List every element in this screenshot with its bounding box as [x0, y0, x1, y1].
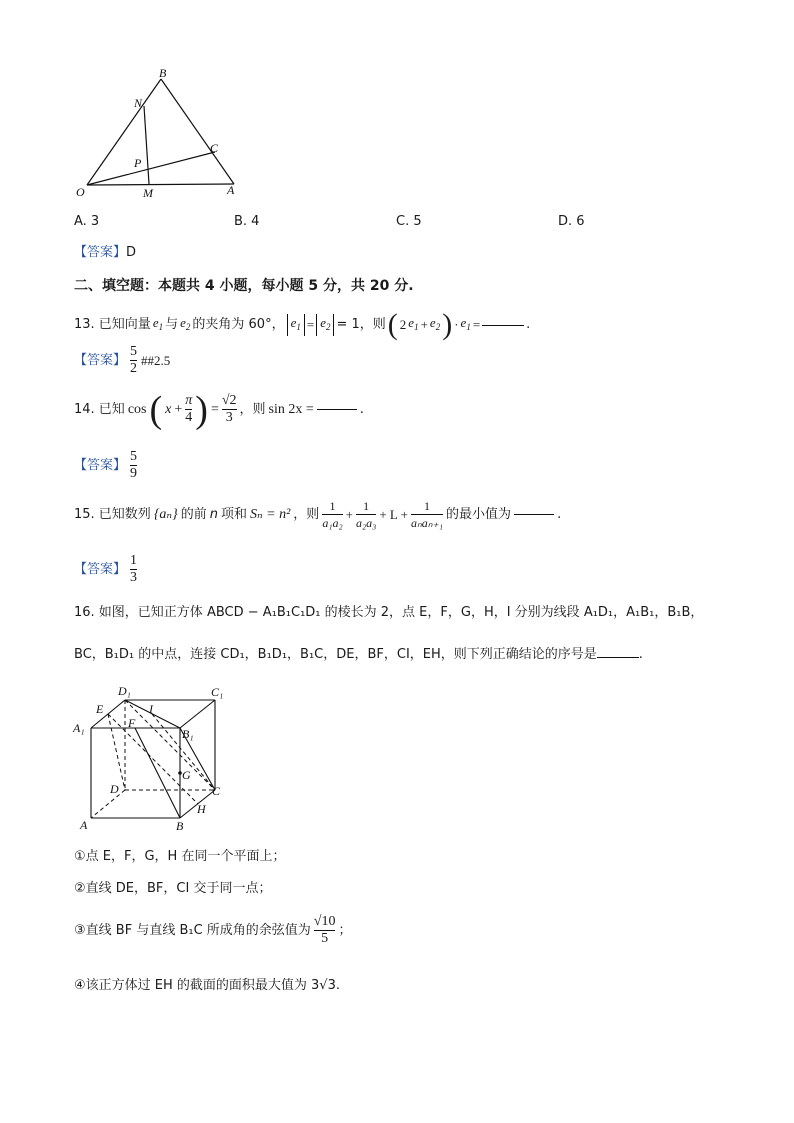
q14-answer-row: 【答案】 $\frac{5}{9}$ [74, 449, 138, 481]
q15-stem: 15. 已知数列 {aₙ} 的前 n 项和 Sₙ = n² ，则 $\frac{1}{\text{a₁a₂}}$ + $\frac{1}{\text{a₂a₃}}$ + L + $\frac{1}{\text{aₙaₙ₊₁}}$ 的最小值为 . [74, 499, 562, 530]
abs-e2: $e_2$ [316, 314, 334, 336]
option-d: D. 6 [558, 214, 585, 229]
statement-3: ③直线 BF 与直线 B₁C 所成角的余弦值为 $\frac{√10}{5}$ ； [74, 914, 352, 946]
answer-blank [514, 514, 554, 515]
label-A: A [80, 818, 88, 832]
q16-line2: BC，B₁D₁ 的中点，连接 CD₁，B₁D₁，B₁C，DE，BF，CI，EH，则下列正确结论的序号是 . [74, 647, 643, 662]
option-b: B. 4 [234, 214, 260, 229]
answer-tag: 【答案】 [74, 245, 127, 260]
cube-figure [70, 682, 240, 836]
label-B: B [176, 819, 184, 833]
label-C1: C₁ [211, 685, 224, 699]
label-H: H [197, 802, 206, 816]
label-F: F [128, 716, 136, 730]
label-B: B [159, 66, 167, 80]
q16-line1: 16. 如图，已知正方体 ABCD − A₁B₁C₁D₁ 的棱长为 2，点 E，F，G，H，I 分别为线段 A₁D₁，A₁B₁，B₁B， [74, 605, 704, 620]
label-I: I [149, 702, 153, 716]
label-B1: B₁ [182, 727, 194, 741]
label-G: G [182, 768, 191, 782]
label-C: C [212, 784, 221, 798]
statement-4: ④该正方体过 EH 的截面的面积最大值为 3√3. [74, 978, 340, 993]
label-A1: A₁ [73, 721, 85, 735]
vec-e2: $e_2$ [180, 315, 191, 332]
q13-stem: 13. 已知向量 $e_1$ 与 $e_2$ 的夹角为 60°， $e_1$ = $e_2$ = 1，则 ( 2 $e_1$ + $e_2$ ) · $e_1$ = . [74, 308, 531, 341]
label-A: A [227, 183, 235, 197]
triangle-figure [70, 64, 250, 204]
label-P: P [134, 156, 142, 170]
q15-answer-row: 【答案】 $\frac{1}{3}$ [74, 553, 138, 585]
section-heading: 二、填空题：本题共 4 小题，每小题 5 分，共 20 分. [74, 278, 414, 294]
label-D: D [110, 782, 119, 796]
answer-blank [482, 325, 524, 326]
statement-1: ①点 E，F，G，H 在同一个平面上； [74, 849, 286, 864]
label-E: E [96, 702, 104, 716]
q14-stem: 14. 已知 cos ( x + $\frac{\pi}{4}$ ) = $\frac{√2}{3}$ ，则 sin 2x = . [74, 388, 364, 431]
q12-answer-row [74, 244, 136, 262]
option-a: A. 3 [74, 214, 100, 229]
label-N: N [134, 96, 143, 110]
answer-fraction: $\frac{5}{2}$ [130, 344, 138, 376]
option-c: C. 5 [396, 214, 422, 229]
abs-e1: $e_1$ [287, 314, 305, 336]
statement-2: ②直线 DE，BF，CI 交于同一点； [74, 881, 272, 896]
answer-value: D [126, 245, 137, 260]
q13-answer-row: 【答案】 $\frac{5}{2}$ ##2.5 [74, 344, 171, 376]
vec-e1: $e_1$ [152, 315, 164, 332]
label-M: M [143, 186, 153, 200]
answer-fraction: $\frac{5}{9}$ [130, 449, 138, 481]
answer-blank [317, 409, 357, 410]
answer-blank [597, 657, 639, 658]
label-C: C [210, 141, 219, 155]
label-O: O [76, 185, 85, 199]
label-D1: D₁ [118, 684, 131, 698]
answer-fraction: $\frac{1}{3}$ [130, 553, 138, 585]
